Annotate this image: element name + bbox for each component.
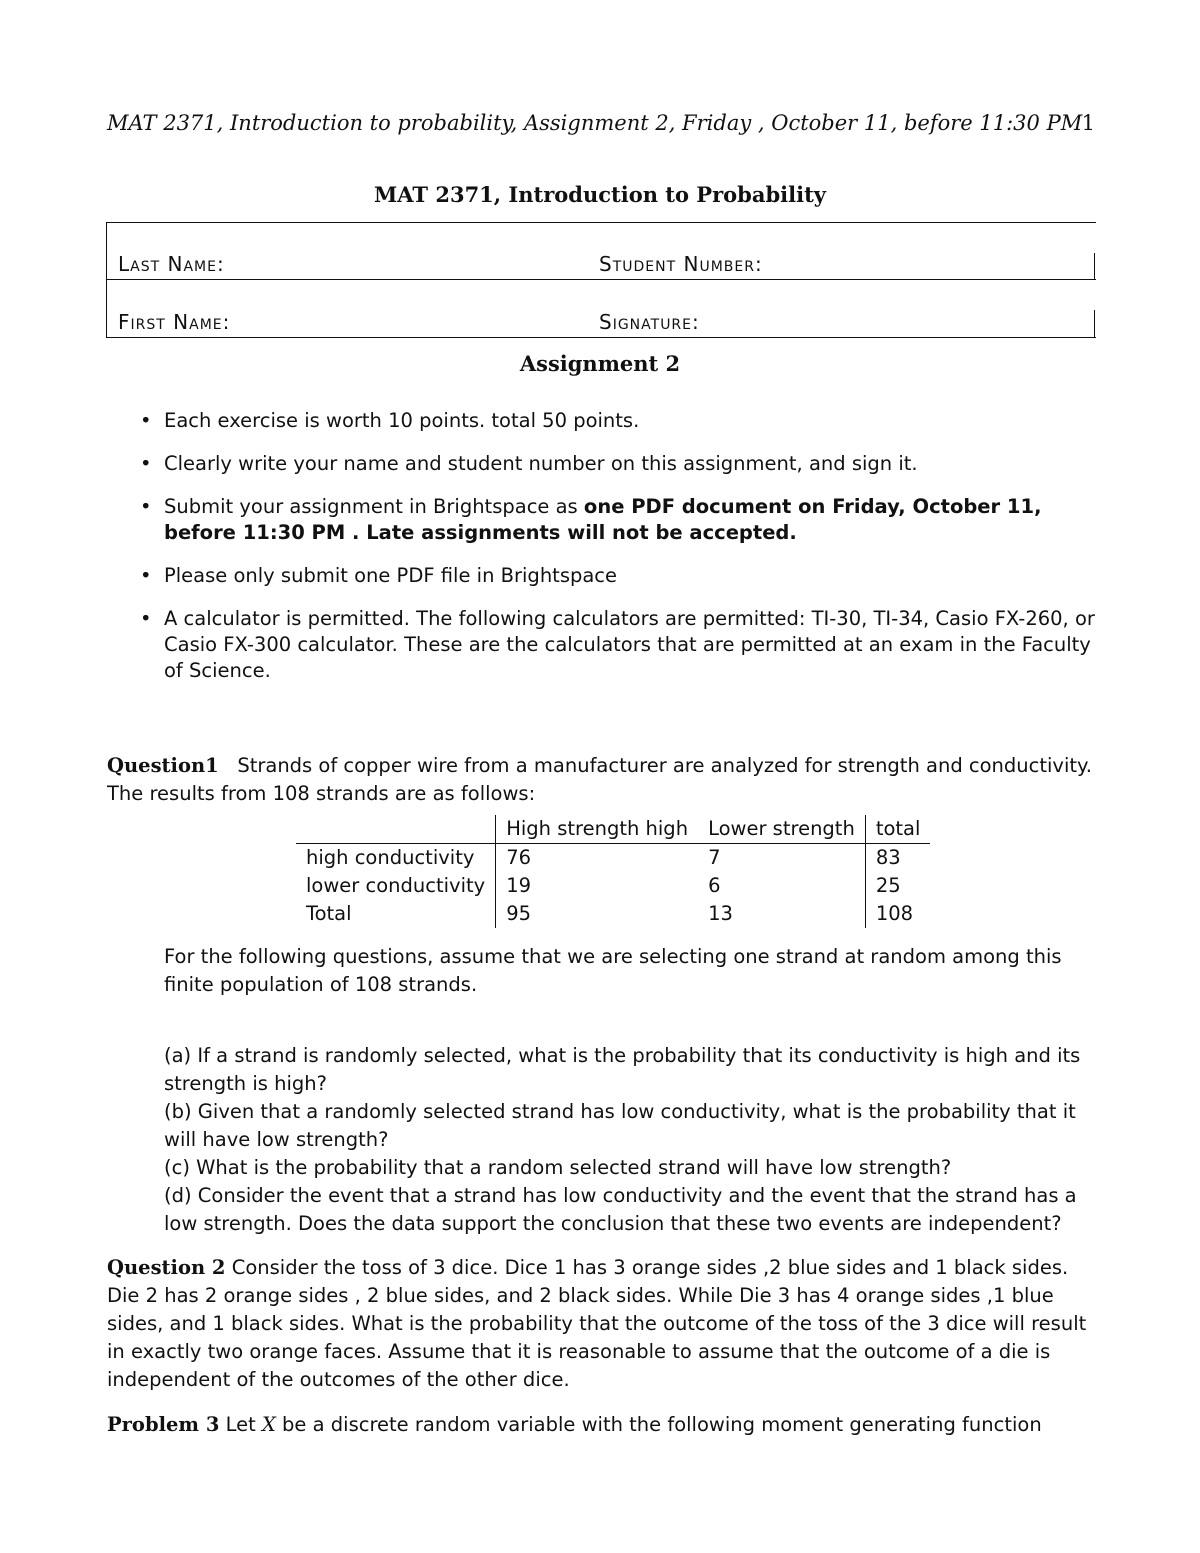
table-header-cell: Lower strength: [698, 815, 865, 844]
instruction-text: Clearly write your name and student number on this assignment, and sign it.: [164, 452, 918, 475]
table-cell: 83: [865, 844, 930, 873]
first-name-field[interactable]: First Name:: [118, 310, 231, 334]
problem-3-text-post: be a discrete random variable with the following moment generating function: [275, 1413, 1042, 1436]
instruction-item: [140, 408, 1096, 434]
table-cell: 95: [496, 900, 698, 928]
table-cell: 6: [708, 874, 721, 897]
signature-field[interactable]: Signature:: [599, 310, 700, 334]
question-1-assumption: For the following questions, assume that we are selecting one strand at random among this finite population of 108 strands.: [164, 945, 1062, 996]
instruction-item: [140, 606, 1096, 684]
instruction-item: [140, 451, 1096, 477]
box-right-rule-2: [1094, 310, 1095, 338]
table-cell: 25: [865, 872, 930, 900]
question-1-part-a: (a) If a strand is randomly selected, what is the probability that its conductivity is high and its strength is high?: [164, 1044, 1081, 1095]
question-1-part-d: (d) Consider the event that a strand has low conductivity and the event that the strand has a low strength. Does the data support the conclusion that these two events are independent?: [164, 1184, 1077, 1235]
table-header-row: [296, 815, 930, 844]
table-header-cell: total: [865, 815, 930, 844]
question-1-part-c: (c) What is the probability that a random selected strand will have low strength?: [164, 1156, 952, 1179]
table-cell: 108: [865, 900, 930, 928]
question-1-text: Strands of copper wire from a manufacturer are analyzed for strength and conductivity. The results from 108 strands are as follows:: [107, 754, 1092, 805]
instruction-text: A calculator is permitted. The following calculators are permitted: TI-30, TI-34, Casio FX-260, or Casio FX-300 calculator. These are the calculators that are permitted at an exam in the Faculty of Science.: [164, 607, 1095, 682]
instruction-item: [140, 563, 1096, 589]
table-cell: 76: [496, 844, 698, 873]
page-number: 1: [1081, 111, 1095, 135]
table-cell: 13: [708, 902, 733, 925]
question-2-label: Question 2: [107, 1256, 226, 1279]
question-1-part-b: (b) Given that a randomly selected strand has low conductivity, what is the probability that it will have low strength?: [164, 1100, 1076, 1151]
course-title: MAT 2371, Introduction to Probability: [374, 182, 826, 207]
table-cell: lower conductivity: [306, 874, 486, 897]
problem-3: [107, 1411, 1095, 1439]
table-cell: Total: [306, 902, 352, 925]
student-number-field[interactable]: Student Number:: [599, 252, 763, 276]
running-header: [107, 111, 1095, 135]
student-info-box: [106, 222, 1096, 338]
question-1-label: Question1: [107, 754, 219, 777]
question-2: [107, 1254, 1095, 1394]
running-title: MAT 2371, Introduction to probability, Assignment 2, Friday , October 11, before 11:30 PM: [107, 111, 1083, 135]
deadline-text: one PDF document on Friday, October 11, before 11:30 PM . Late assignments will not be accepted.: [164, 495, 1042, 544]
table-cell: 7: [708, 846, 721, 869]
box-top-rule: [106, 222, 1096, 223]
problem-3-label: Problem 3: [107, 1413, 220, 1436]
table-row: [296, 872, 930, 900]
table-row: [296, 900, 930, 928]
question-1-parts: [164, 1042, 1095, 1238]
table-header-cell: High strength high: [496, 815, 698, 844]
assignment-title: Assignment 2: [519, 351, 681, 376]
strand-data-table: [296, 815, 930, 928]
box-left-rule: [106, 222, 107, 338]
last-name-field[interactable]: Last Name:: [118, 252, 225, 276]
box-bottom-rule: [106, 337, 1096, 338]
box-middle-rule: [106, 279, 1096, 280]
random-variable-symbol: X: [261, 1413, 276, 1436]
question-1-intro: [107, 752, 1095, 808]
instruction-item: [140, 494, 1096, 546]
instruction-text: Each exercise is worth 10 points. total 50 points.: [164, 409, 640, 432]
instruction-text: Submit your assignment in Brightspace as: [164, 495, 584, 518]
table-cell: high conductivity: [306, 846, 475, 869]
instruction-text: Please only submit one PDF file in Brightspace: [164, 564, 618, 587]
box-right-rule-1: [1094, 253, 1095, 280]
table-cell: 19: [496, 872, 698, 900]
table-header-cell: [296, 815, 496, 844]
question-2-text: Consider the toss of 3 dice. Dice 1 has 3 orange sides ,2 blue sides and 1 black sides. Die 2 has 2 orange sides , 2 blue sides, and 2 black sides. While Die 3 has 4 orange sides ,1 blue sides, and 1 black sides. What is the probability that the outcome of the toss of the 3 dice will result in exactly two orange faces. Assume that it is reasonable to assume that the outcome of a die is independent of the outcomes of the other dice.: [107, 1256, 1087, 1391]
table-row: [296, 844, 930, 873]
instructions-list: [140, 408, 1096, 701]
problem-3-text-pre: Let: [225, 1413, 262, 1436]
